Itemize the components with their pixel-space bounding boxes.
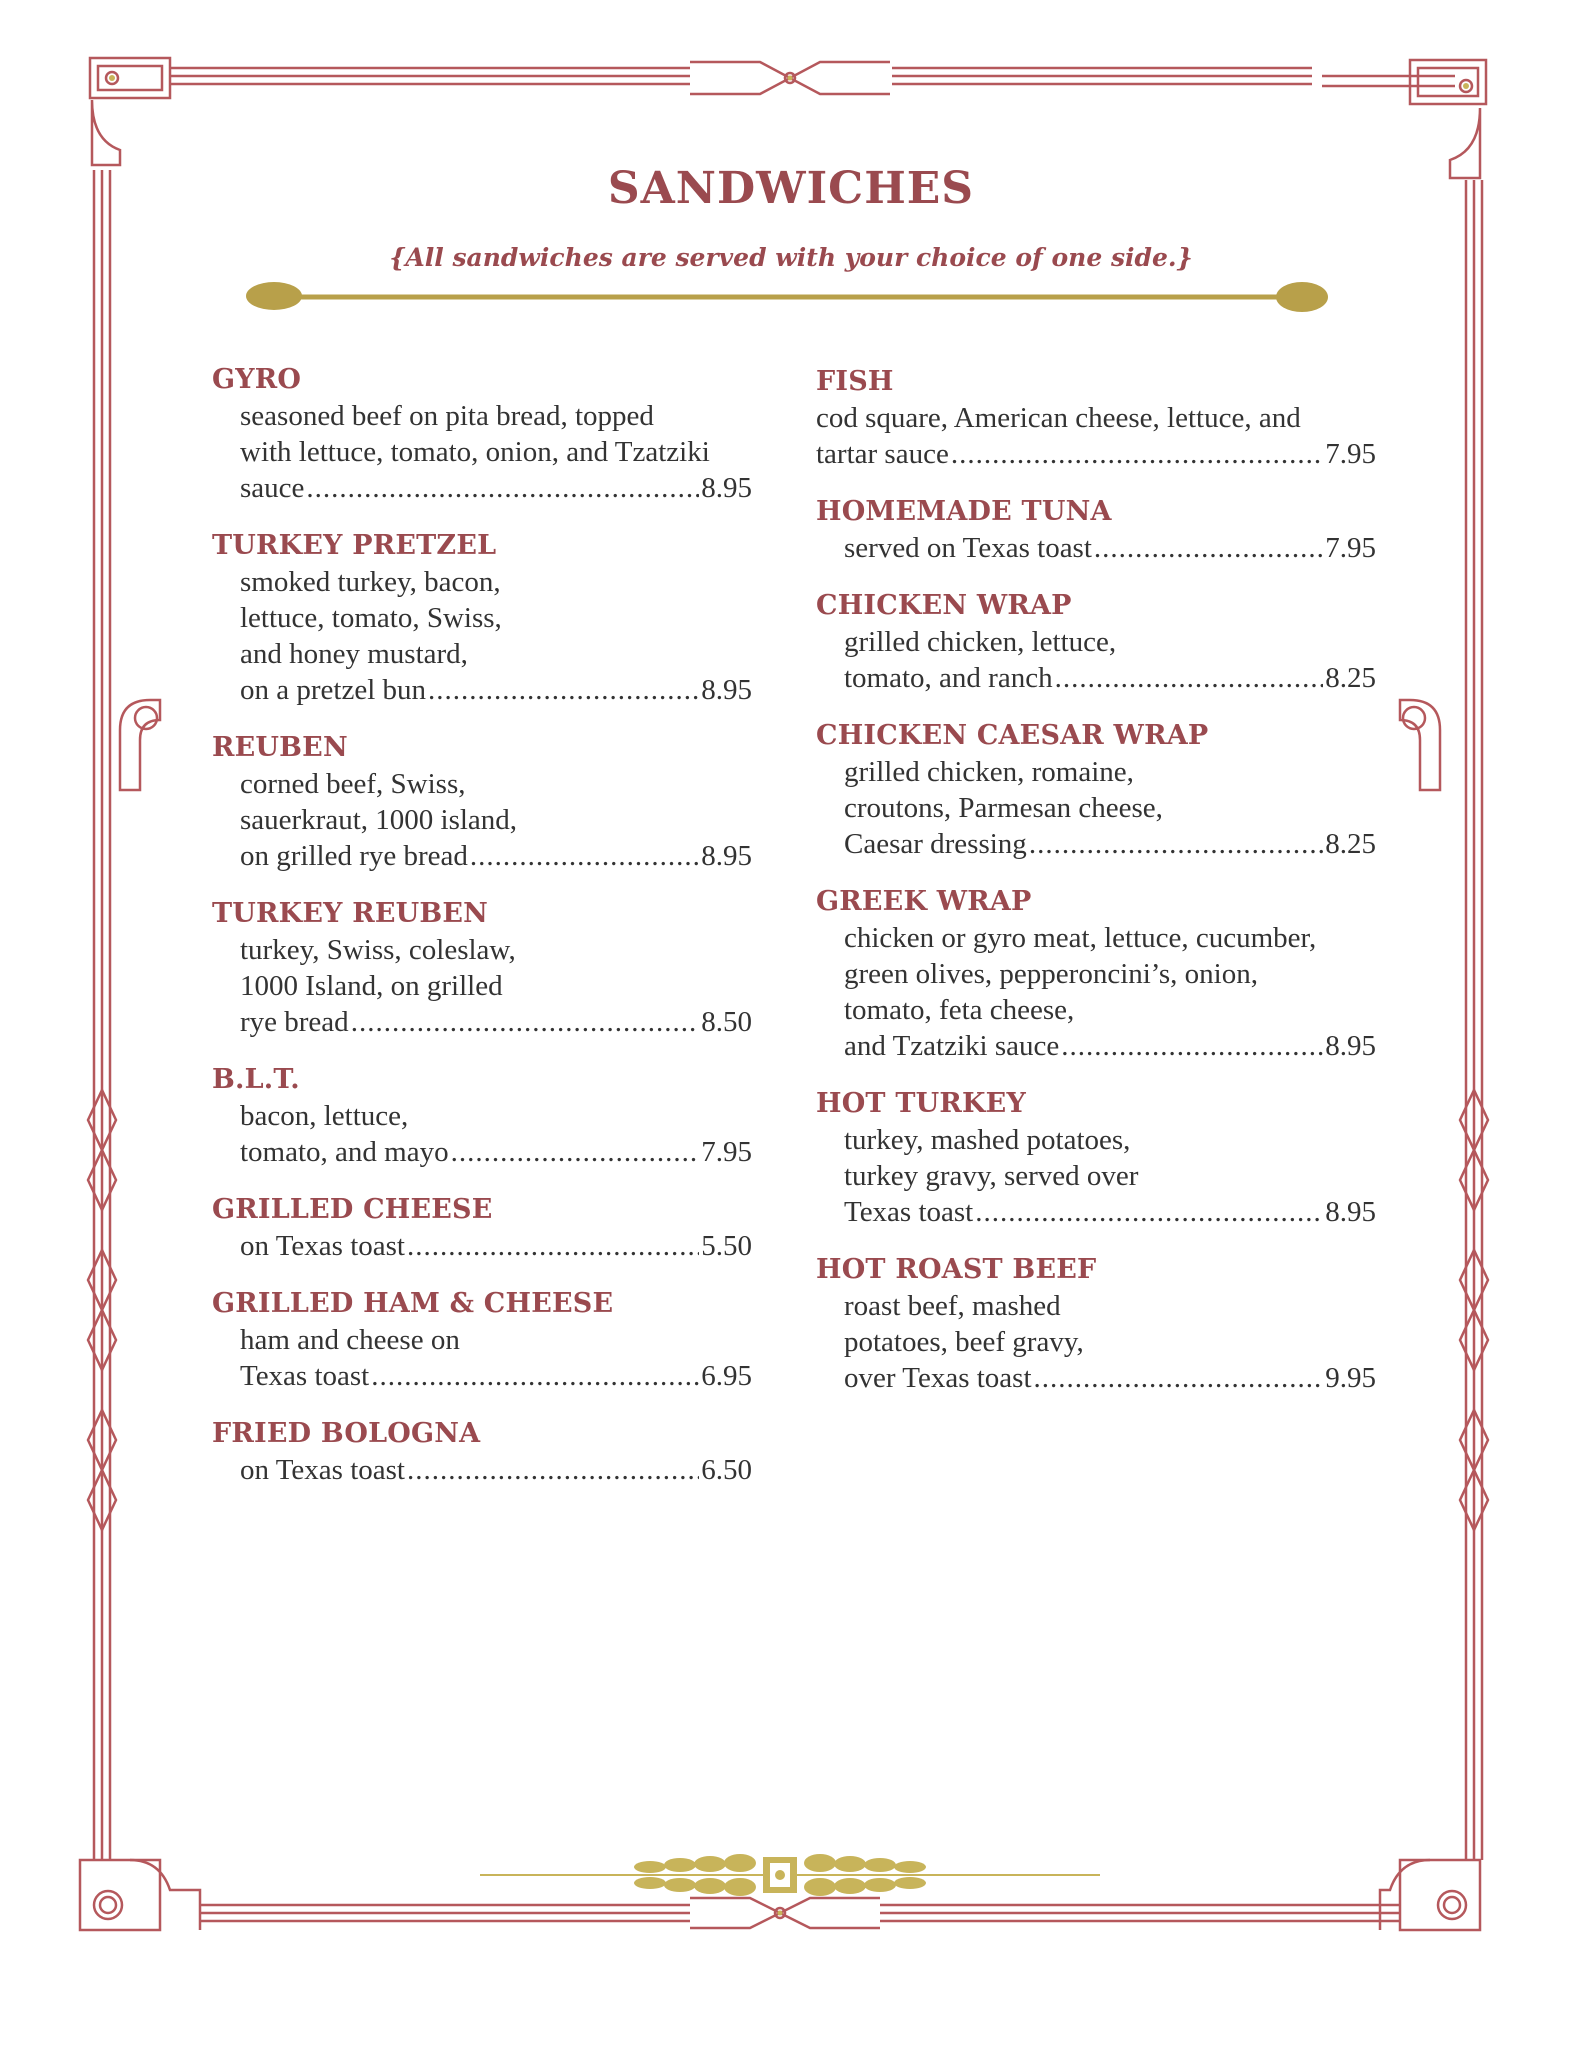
dot-leader [1061, 1028, 1323, 1064]
menu-item-description: potatoes, beef gravy, [844, 1326, 1084, 1358]
menu-item-turkey-pretzel [212, 528, 752, 708]
menu-item-homemade-tuna [816, 494, 1376, 566]
menu-item-name: HOT ROAST BEEF [816, 1254, 1097, 1285]
menu-item-reuben [212, 730, 752, 874]
dot-leader [951, 436, 1323, 472]
menu-item-name: TURKEY PRETZEL [212, 530, 497, 561]
menu-item-description: Caesar dressing [844, 828, 1027, 860]
menu-item-description: turkey, mashed potatoes, [844, 1124, 1131, 1156]
menu-item-description: croutons, Parmesan cheese, [844, 792, 1163, 824]
dot-leader [470, 838, 699, 874]
menu-item-price-line [212, 470, 752, 506]
menu-item-description: with lettuce, tomato, onion, and Tzatziki [240, 436, 710, 468]
menu-item-description: 1000 Island, on grilled [240, 970, 503, 1002]
dot-leader [451, 1134, 700, 1170]
menu-item-price-line [816, 530, 1376, 566]
dot-leader [1055, 660, 1324, 696]
menu-item-price-line [816, 826, 1376, 862]
menu-item-price-line [816, 660, 1376, 696]
menu-item-price-line [212, 672, 752, 708]
menu-item-description: and Tzatziki sauce [844, 1030, 1060, 1062]
dot-leader [1094, 530, 1323, 566]
menu-item-description: and honey mustard, [240, 638, 468, 670]
dot-leader [306, 470, 699, 506]
menu-item-name: FISH [816, 366, 894, 397]
menu-item-description: green olives, pepperoncini’s, onion, [844, 958, 1258, 990]
menu-item-b-l-t [212, 1062, 752, 1170]
menu-item-price: 6.95 [701, 1360, 752, 1392]
menu-item-description: turkey, Swiss, coleslaw, [240, 934, 516, 966]
menu-item-description: roast beef, mashed [844, 1290, 1061, 1322]
menu-item-description: tomato, and ranch [844, 662, 1053, 694]
menu-item-description: served on Texas toast [844, 532, 1092, 564]
menu-item-price-line [816, 436, 1376, 472]
menu-item-greek-wrap [816, 884, 1376, 1064]
menu-item-name: HOMEMADE TUNA [816, 496, 1112, 527]
menu-item-name: FRIED BOLOGNA [212, 1418, 481, 1449]
dot-leader [371, 1358, 699, 1394]
menu-item-description: tartar sauce [816, 438, 949, 470]
menu-item-hot-roast-beef [816, 1252, 1376, 1396]
menu-item-name: HOT TURKEY [816, 1088, 1026, 1119]
menu-item-price: 8.50 [701, 1006, 752, 1038]
menu-item-price: 8.95 [701, 840, 752, 872]
menu-item-price-line [212, 1452, 752, 1488]
menu-item-description: sauce [240, 472, 305, 504]
menu-item-name: GREEK WRAP [816, 886, 1032, 917]
menu-item-price: 7.95 [1325, 532, 1376, 564]
dot-leader [428, 672, 699, 708]
menu-item-description: tomato, feta cheese, [844, 994, 1075, 1026]
menu-item-description: Texas toast [844, 1196, 974, 1228]
menu-item-price-line [212, 1228, 752, 1264]
menu-item-description: turkey gravy, served over [844, 1160, 1139, 1192]
menu-item-name: TURKEY REUBEN [212, 898, 489, 929]
menu-item-grilled-ham-and-cheese [212, 1286, 752, 1394]
menu-item-description: grilled chicken, romaine, [844, 756, 1134, 788]
menu-item-description: lettuce, tomato, Swiss, [240, 602, 502, 634]
menu-item-grilled-cheese [212, 1192, 752, 1264]
menu-item-description: rye bread [240, 1006, 349, 1038]
menu-item-chicken-wrap [816, 588, 1376, 696]
menu-item-price: 7.95 [701, 1136, 752, 1168]
menu-item-name: CHICKEN CAESAR WRAP [816, 720, 1209, 751]
menu-item-description: chicken or gyro meat, lettuce, cucumber, [844, 922, 1317, 954]
menu-item-description: sauerkraut, 1000 island, [240, 804, 518, 836]
menu-item-price: 7.95 [1325, 438, 1376, 470]
menu-item-description: on a pretzel bun [240, 674, 427, 706]
menu-item-name: CHICKEN WRAP [816, 590, 1072, 621]
menu-item-price: 8.95 [701, 674, 752, 706]
menu-item-price-line [212, 838, 752, 874]
menu-item-price: 9.95 [1325, 1362, 1376, 1394]
menu-item-description: cod square, American cheese, lettuce, and [816, 402, 1301, 434]
menu-item-fried-bologna [212, 1416, 752, 1488]
dot-leader [407, 1452, 699, 1488]
menu-item-description: bacon, lettuce, [240, 1100, 409, 1132]
page-subtitle: {All sandwiches are served with your choice of one side.} [389, 243, 1193, 272]
menu-item-name: GRILLED HAM & CHEESE [212, 1288, 614, 1319]
menu-item-description: smoked turkey, bacon, [240, 566, 501, 598]
menu-item-price: 8.95 [701, 472, 752, 504]
menu-item-price-line [212, 1358, 752, 1394]
menu-item-price: 8.95 [1325, 1030, 1376, 1062]
menu-item-description: on grilled rye bread [240, 840, 468, 872]
menu-item-price-line [212, 1134, 752, 1170]
menu-item-price-line [816, 1360, 1376, 1396]
wheat-ornament [480, 1845, 1100, 1905]
dot-leader [975, 1194, 1323, 1230]
menu-item-chicken-caesar-wrap [816, 718, 1376, 862]
menu-item-price: 8.95 [1325, 1196, 1376, 1228]
menu-item-fish [816, 364, 1376, 472]
menu-item-description: tomato, and mayo [240, 1136, 449, 1168]
menu-item-turkey-reuben [212, 896, 752, 1040]
menu-item-name: REUBEN [212, 732, 348, 763]
gold-divider-bar [244, 278, 1334, 318]
menu-item-price: 8.25 [1325, 828, 1376, 860]
menu-item-gyro [212, 362, 752, 506]
menu-item-hot-turkey [816, 1086, 1376, 1230]
menu-column-left [212, 362, 752, 1510]
menu-item-description: corned beef, Swiss, [240, 768, 466, 800]
dot-leader [1029, 826, 1323, 862]
page-title: SANDWICHES [607, 163, 975, 214]
menu-item-description: Texas toast [240, 1360, 370, 1392]
menu-item-price: 5.50 [701, 1230, 752, 1262]
menu-item-description: seasoned beef on pita bread, topped [240, 400, 654, 432]
menu-item-price-line [816, 1028, 1376, 1064]
menu-item-name: GRILLED CHEESE [212, 1194, 493, 1225]
menu-item-name: B.L.T. [212, 1064, 300, 1095]
menu-item-price-line [816, 1194, 1376, 1230]
menu-item-description: ham and cheese on [240, 1324, 460, 1356]
menu-item-price-line [212, 1004, 752, 1040]
menu-item-name: GYRO [212, 364, 302, 395]
dot-leader [1034, 1360, 1324, 1396]
menu-item-description: grilled chicken, lettuce, [844, 626, 1117, 658]
menu-item-price: 8.25 [1325, 662, 1376, 694]
dot-leader [407, 1228, 699, 1264]
menu-column-right [816, 364, 1376, 1418]
menu-item-description: on Texas toast [240, 1454, 405, 1486]
dot-leader [351, 1004, 700, 1040]
menu-item-price: 6.50 [701, 1454, 752, 1486]
menu-item-description: over Texas toast [844, 1362, 1032, 1394]
menu-item-description: on Texas toast [240, 1230, 405, 1262]
